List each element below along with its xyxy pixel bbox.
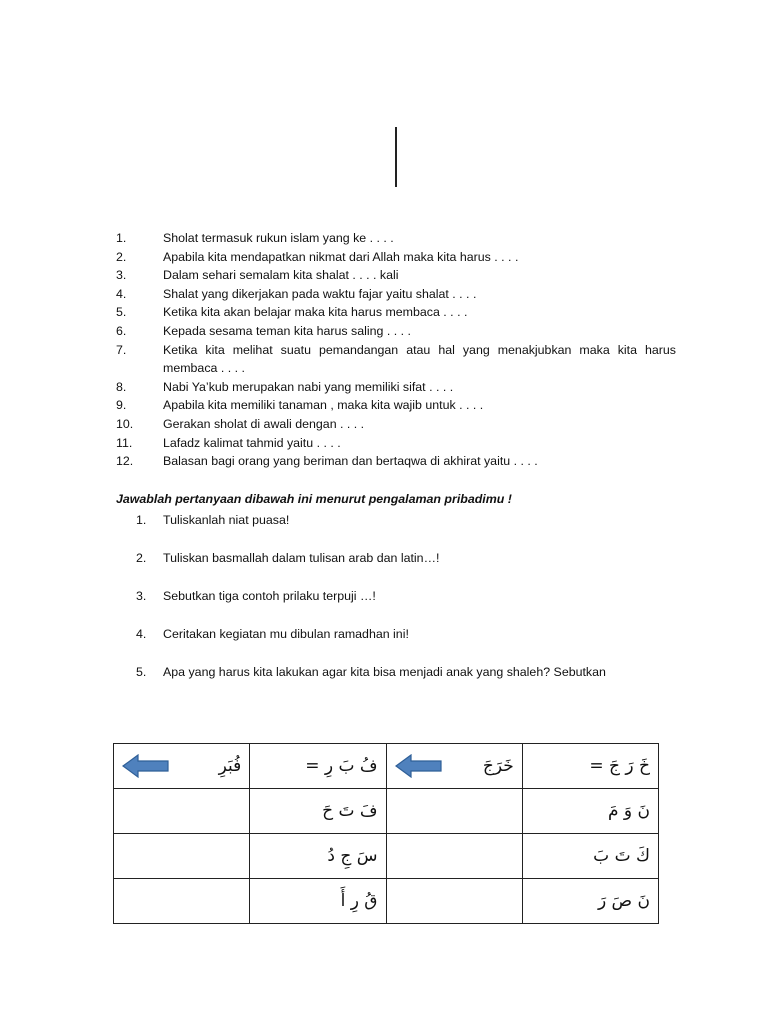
list-item: 10. Gerakan sholat di awali dengan . . . . xyxy=(116,416,365,431)
list-item: 5. Ketika kita akan belajar maka kita harus membaca . . . . xyxy=(116,305,468,320)
table-row xyxy=(114,879,659,924)
list-item: 11. Lafadz kalimat tahmid yaitu . . . . xyxy=(116,435,341,450)
letters-cell: نَ وَ مَ xyxy=(522,789,658,834)
answer-cell xyxy=(114,879,250,924)
letters-cell: فُ بَ رِ = xyxy=(250,744,386,789)
list-item: 1. Sholat termasuk rukun islam yang ke . . . . xyxy=(116,231,394,245)
list-item: 3. Dalam sehari semalam kita shalat . . . . kali xyxy=(116,268,399,283)
essay-instruction: Jawablah pertanyaan dibawah ini menurut pengalaman pribadimu ! xyxy=(116,492,512,506)
table-row xyxy=(114,834,659,879)
list-item: 4. Ceritakan kegiatan mu dibulan ramadhan ini! xyxy=(136,627,409,641)
arabic-letter-table xyxy=(113,743,659,924)
letters-cell: سَ جِ دُ xyxy=(250,834,386,879)
answer-cell xyxy=(114,834,250,879)
list-item: 4. Shalat yang dikerjakan pada waktu fajar yaitu shalat . . . . xyxy=(116,286,477,301)
list-item: 7. Ketika kita melihat suatu pemandangan atau hal yang menakjubkan maka kita harus membaca . . . . xyxy=(116,342,676,376)
list-item: 12. Balasan bagi orang yang beriman dan bertaqwa di akhirat yaitu . . . . xyxy=(116,454,538,469)
essay-list xyxy=(136,511,676,701)
list-item: 1. Tuliskanlah niat puasa! xyxy=(136,513,290,527)
arabic-word: خَرَجَ xyxy=(482,756,514,776)
table-row xyxy=(114,789,659,834)
equals-sign: = xyxy=(305,756,320,776)
vertical-line xyxy=(395,127,397,187)
table-row xyxy=(114,744,659,789)
answer-cell xyxy=(386,789,522,834)
list-item: 6. Kepada sesama teman kita harus saling . . . . xyxy=(116,323,411,338)
letters-cell: خَ رَ جَ = xyxy=(522,744,658,789)
answer-cell xyxy=(114,789,250,834)
list-item: 3. Sebutkan tiga contoh prilaku terpuji …! xyxy=(136,589,376,603)
answer-cell xyxy=(386,879,522,924)
arrow-left-icon xyxy=(122,754,170,778)
letters-cell: نَ صَ رَ xyxy=(522,879,658,924)
question-list xyxy=(116,229,676,471)
arrow-left-icon xyxy=(395,754,443,778)
equals-sign: = xyxy=(589,756,604,776)
letters-cell: كَ تَ بَ xyxy=(522,834,658,879)
list-item: 2. Tuliskan basmallah dalam tulisan arab dan latin…! xyxy=(136,551,440,565)
answer-cell xyxy=(386,834,522,879)
list-item: 9. Apabila kita memiliki tanaman , maka kita wajib untuk . . . . xyxy=(116,398,484,413)
letters-cell: فَ تَ حَ xyxy=(250,789,386,834)
letters-cell: قُ رِ أَ xyxy=(250,879,386,924)
list-item: 5. Apa yang harus kita lakukan agar kita bisa menjadi anak yang shaleh? Sebutkan xyxy=(136,665,606,679)
arabic-word: فُبَرِ xyxy=(218,756,242,776)
list-item: 8. Nabi Ya’kub merupakan nabi yang memiliki sifat . . . . xyxy=(116,379,454,394)
answer-cell xyxy=(114,744,250,789)
list-item: 2. Apabila kita mendapatkan nikmat dari Allah maka kita harus . . . . xyxy=(116,249,519,264)
answer-cell xyxy=(386,744,522,789)
